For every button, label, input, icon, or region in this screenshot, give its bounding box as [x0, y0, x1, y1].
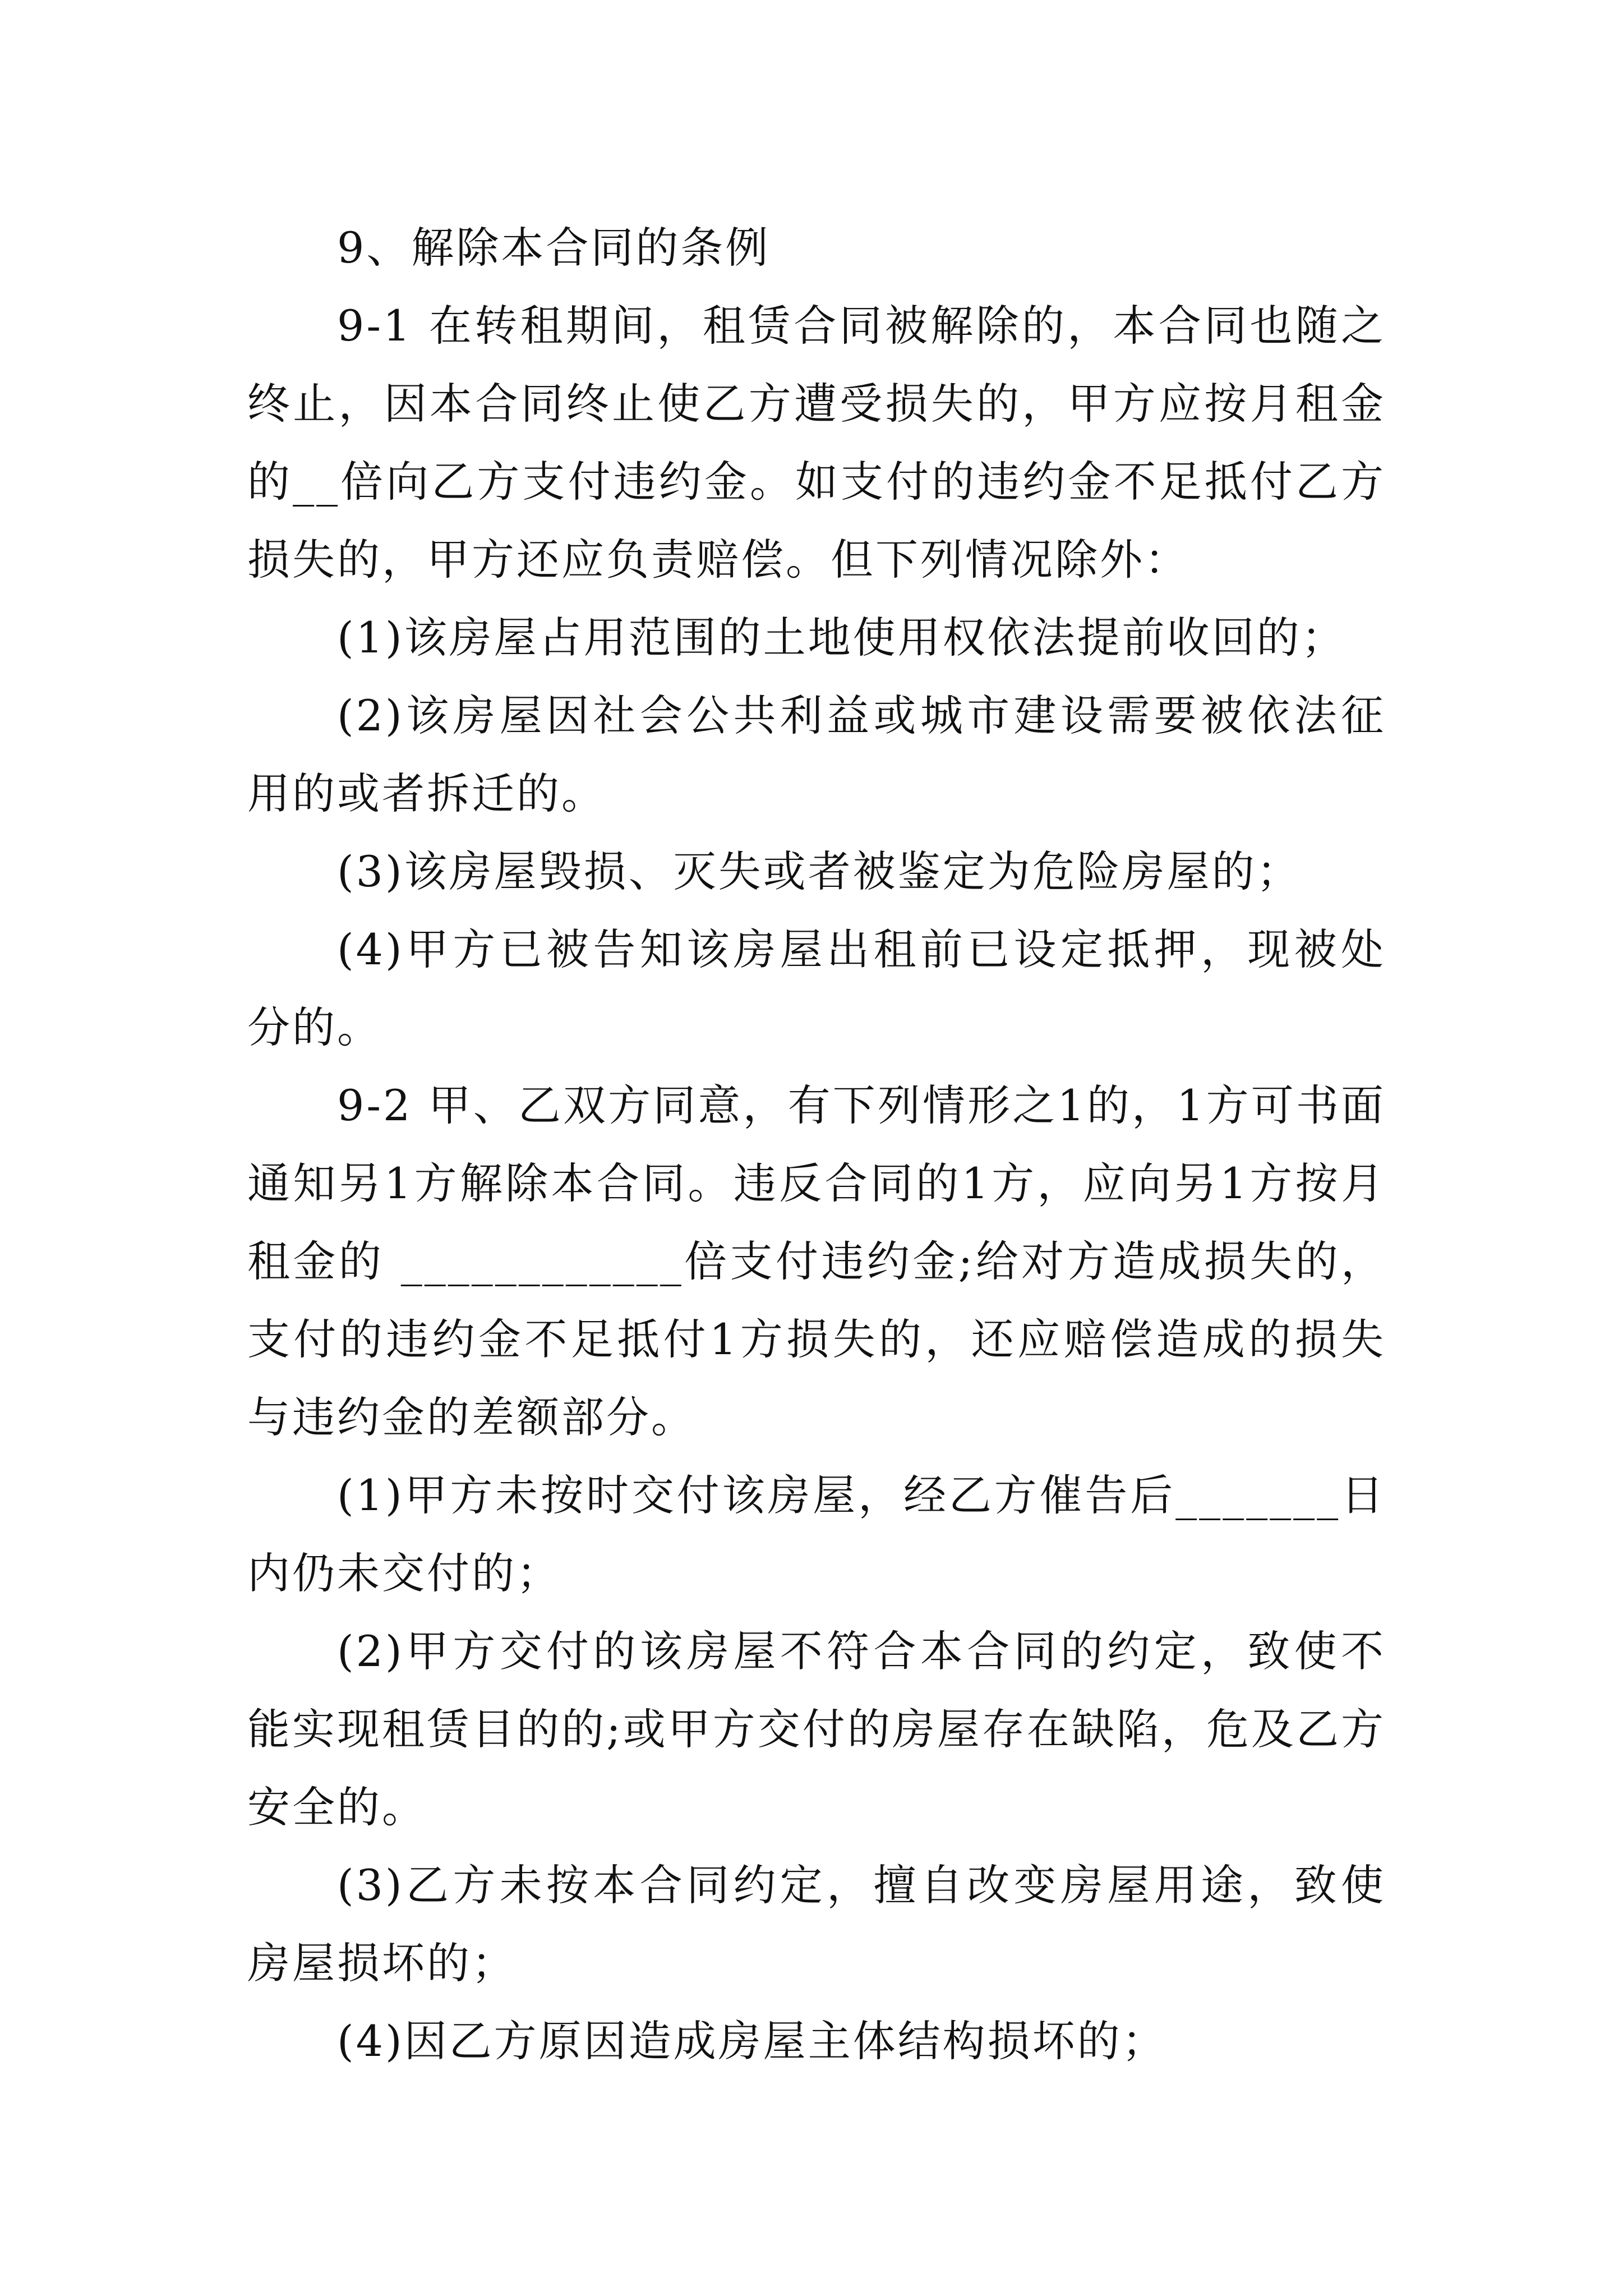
clause-9-2-item-3: (3)乙方未按本合同约定，擅自改变房屋用途，致使房屋损坏的； — [247, 1860, 1386, 1988]
clause-9-1-item-4: (4)甲方已被告知该房屋出租前已设定抵押，现被处分的。 — [247, 924, 1386, 1052]
document-body — [247, 209, 1386, 2080]
clause-9-2-item-4: (4)因乙方原因造成房屋主体结构损坏的； — [337, 2016, 1167, 2066]
clause-9-1-item-3: (3)该房屋毁损、灭失或者被鉴定为危险房屋的； — [337, 846, 1302, 896]
clause-9-2-item-1: (1)甲方未按时交付该房屋，经乙方催告后_______日内仍未交付的； — [247, 1470, 1386, 1598]
clause-9-2: 9-2 甲、乙双方同意，有下列情形之1的，1方可书面通知另1方解除本合同。违反合同的1方，应向另1方按月租金的 ____________倍支付违约金;给对方造成损失的，支付的违约金不足抵付1方损失的，还应赔偿造成的损失与违约金的差额部分。 — [247, 1080, 1386, 1442]
clause-9-1-item-2: (2)该房屋因社会公共利益或城市建设需要被依法征用的或者拆迁的。 — [247, 691, 1386, 818]
clause-9-1: 9-1 在转租期间，租赁合同被解除的，本合同也随之终止，因本合同终止使乙方遭受损失的，甲方应按月租金的__倍向乙方支付违约金。如支付的违约金不足抵付乙方损失的，甲方还应负责赔偿。但下列情况除外： — [247, 301, 1386, 585]
section-heading: 9、解除本合同的条例 — [337, 223, 771, 273]
clause-9-1-item-1: (1)该房屋占用范围的土地使用权依法提前收回的； — [337, 613, 1347, 662]
clause-9-2-item-2: (2)甲方交付的该房屋不符合本合同的约定，致使不能实现租赁目的的;或甲方交付的房屋存在缺陷，危及乙方安全的。 — [247, 1626, 1386, 1832]
